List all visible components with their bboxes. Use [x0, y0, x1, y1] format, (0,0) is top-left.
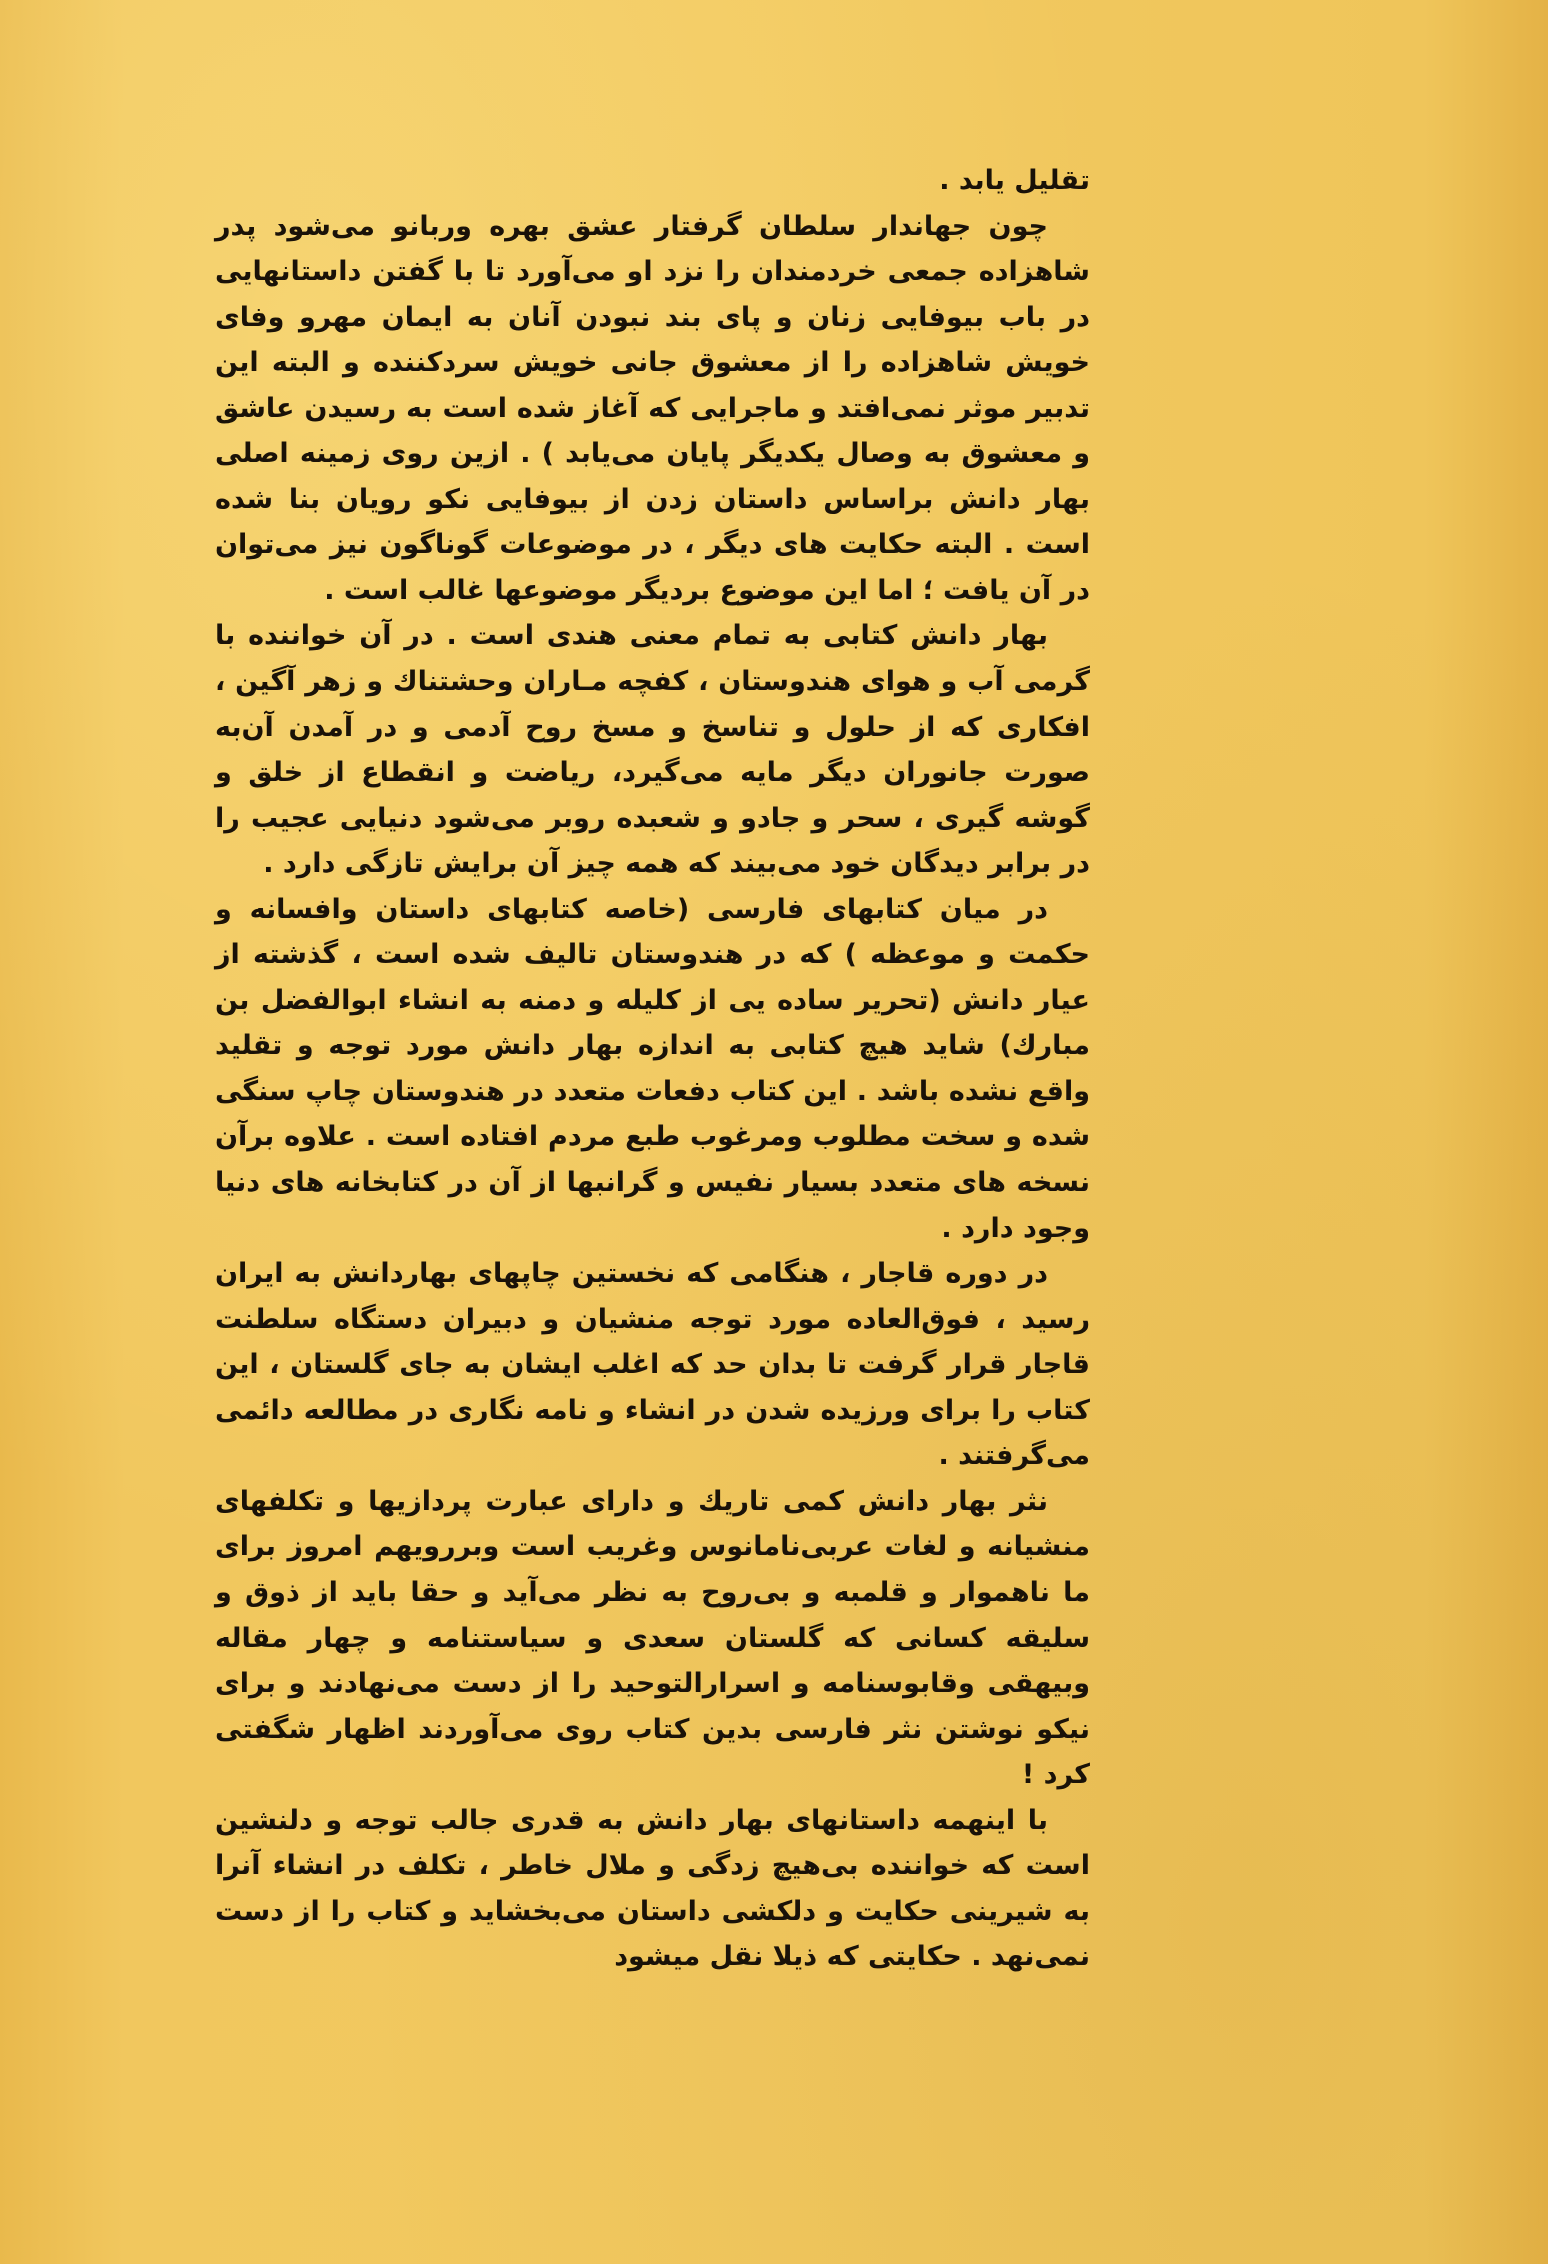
paragraph-indian-character: بهار دانش کتابی به تمام معنی هندی است . در آن خواننده با گرمی آب و هوای هندوستان ، کفچه مـاران وحشتناك و زهر آگین ، افکاری که از حلول و تناسخ و مسخ روح آدمی و در آمدن آن‌به صورت جانوران دیگر مایه می‌گیرد، ریاضت و انقطاع از خلق و گوشه گیری ، سحر و جادو و شعبده روبر می‌شود دنیایی عجیب را در برابر دیدگان خود می‌بیند که همه چیز آن برایش تازگی دارد .	[215, 620, 1090, 880]
paragraph-qajar-era: در دوره قاجار ، هنگامی که نخستین چاپهای بهاردانش به ایران رسید ، فوق‌العاده مورد توجه منشیان و دبیران دستگاه سلطنت قاجار قرار گرفت تا بدان حد که اغلب ایشان به جای گلستان ، این کتاب را برای ورزیده شدن در انشاء و نامه نگاری در مطالعه دائمی می‌گرفتند .	[215, 1258, 1090, 1472]
paragraph-popularity: در میان کتابهای فارسی (خاصه کتابهای داستان وافسانه و حکمت و موعظه ) که در هندوستان تالیف شده است ، گذشته از عیار دانش (تحریر ساده یی از کلیله و دمنه به انشاء ابوالفضل بن مبارك) شاید هیچ کتابی به اندازه بهار دانش مورد توجه و تقلید واقع نشده باشد . این کتاب دفعات متعدد در هندوستان چاپ سنگی شده و سخت مطلوب ومرغوب طبع مردم افتاده است . علاوه برآن نسخه های متعدد بسیار نفیس و گرانبها از آن در کتابخانه های دنیا وجود دارد .	[215, 893, 1090, 1244]
paragraph-appeal: با اینهمه داستانهای بهار دانش به قدری جالب توجه و دلنشین است که خواننده بی‌هیچ زدگی و ملال خاطر ، تکلف در انشاء آنرا به شیرینی حکایت و دلکشی داستان می‌بخشاید و کتاب را از دست نمی‌نهد . حکایتی که ذیلا نقل میشود	[215, 1804, 1090, 1973]
body-text	[215, 158, 1090, 1980]
paragraph-prose-style: نثر بهار دانش کمی تاریك و دارای عبارت پردازیها و تکلفهای منشیانه و لغات عربی‌نامانوس وغریب است وبررویهم امروز برای ما ناهموار و قلمبه و بی‌روح به نظر می‌آید و حقا باید از ذوق و سلیقه کسانی که گلستان سعدی و سیاستنامه و چهار مقاله وبیهقی وقابوسنامه و اسرارالتوحید را از دست می‌نهادند و برای نیکو نوشتن نثر فارسی بدین کتاب روی می‌آوردند اظهار شگفتی کرد !	[215, 1485, 1090, 1791]
paragraph-story-summary: چون جهاندار سلطان گرفتار عشق بهره وربانو می‌شود پدر شاهزاده جمعی خردمندان را نزد او می‌آورد تا با گفتن داستانهایی در باب بیوفایی زنان و پای بند نبودن آنان به ایمان مهرو وفای خویش شاهزاده را از معشوق جانی خویش سردکننده و البته این تدبیر موثر نمی‌افتد و ماجرایی که آغاز شده است به رسیدن عاشق و معشوق به وصال یکدیگر پایان می‌یابد ) . ازین روی زمینه اصلی بهار دانش براساس داستان زدن از بیوفایی نکو رویان بنا شده است . البته حکایت های دیگر ، در موضوعات گوناگون نیز می‌توان در آن یافت ؛ اما این موضوع بردیگر موضوعها غالب است .	[215, 210, 1090, 606]
paragraph-continuation: تقلیل یابد .	[939, 165, 1090, 196]
